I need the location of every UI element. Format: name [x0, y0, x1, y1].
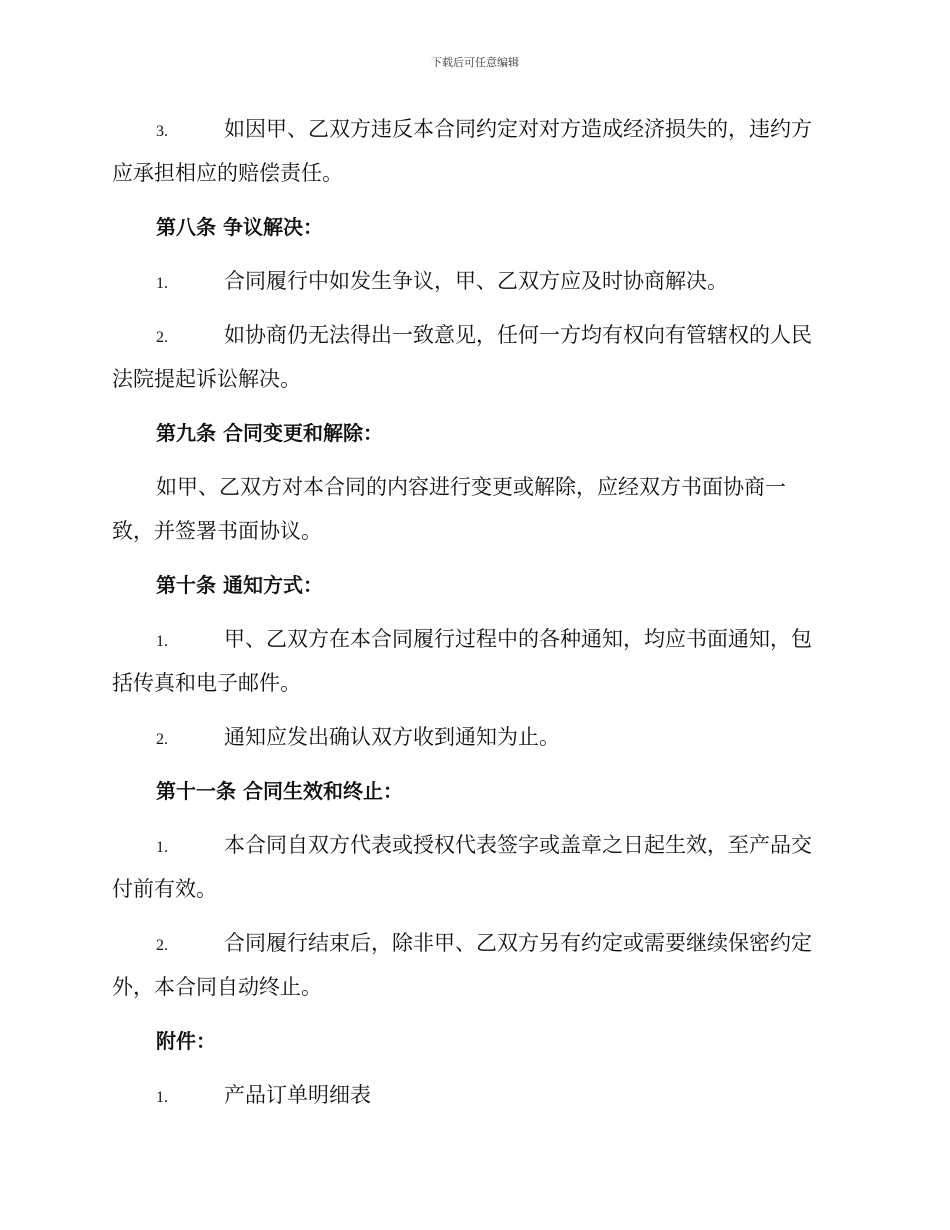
item-number: 2.	[156, 329, 168, 346]
paragraph-continuation: 致，并签署书面协议。	[112, 519, 322, 543]
item-text-continuation: 付前有效。	[112, 877, 217, 901]
item-number: 3.	[156, 123, 168, 140]
list-item	[112, 622, 836, 656]
list-item	[112, 926, 836, 960]
item-number: 1.	[156, 839, 168, 856]
section-heading: 第八条 争议解决：	[156, 215, 323, 239]
item-text-continuation: 法院提起诉讼解决。	[112, 367, 301, 391]
list-item	[112, 264, 836, 298]
list-item	[112, 720, 836, 754]
item-number: 1.	[156, 1089, 168, 1106]
item-text: 本合同自双方代表或授权代表签字或盖章之日起生效，至产品交	[224, 833, 812, 857]
page-header: 下载后可任意编辑	[431, 56, 519, 69]
item-text-continuation: 括传真和电子邮件。	[112, 671, 301, 695]
item-text: 合同履行结束后，除非甲、乙双方另有约定或需要继续保密约定	[224, 931, 812, 955]
item-text: 甲、乙双方在本合同履行过程中的各种通知，均应书面通知，包	[224, 627, 812, 651]
item-text: 如因甲、乙双方违反本合同约定对对方造成经济损失的，违约方	[224, 117, 812, 141]
list-item	[112, 112, 836, 146]
item-number: 2.	[156, 937, 168, 954]
item-text: 如协商仍无法得出一致意见，任何一方均有权向有管辖权的人民	[224, 323, 812, 347]
section-heading: 附件：	[156, 1029, 216, 1053]
list-item	[112, 318, 836, 352]
item-number: 1.	[156, 633, 168, 650]
item-text-continuation: 外，本合同自动终止。	[112, 975, 322, 999]
list-item	[112, 828, 836, 862]
item-text: 合同履行中如发生争议，甲、乙双方应及时协商解决。	[224, 269, 728, 293]
item-text: 通知应发出确认双方收到通知为止。	[224, 725, 560, 749]
item-text-continuation: 应承担相应的赔偿责任。	[112, 161, 343, 185]
paragraph-text: 如甲、乙双方对本合同的内容进行变更或解除，应经双方书面协商一	[156, 475, 786, 499]
section-heading: 第十条 通知方式：	[156, 573, 323, 597]
document-body	[112, 112, 836, 1112]
item-number: 1.	[156, 275, 168, 292]
list-item	[112, 1078, 836, 1112]
item-number: 2.	[156, 731, 168, 748]
section-heading: 第十一条 合同生效和终止：	[156, 779, 403, 803]
item-text: 产品订单明细表	[224, 1083, 371, 1107]
section-heading: 第九条 合同变更和解除：	[156, 421, 383, 445]
